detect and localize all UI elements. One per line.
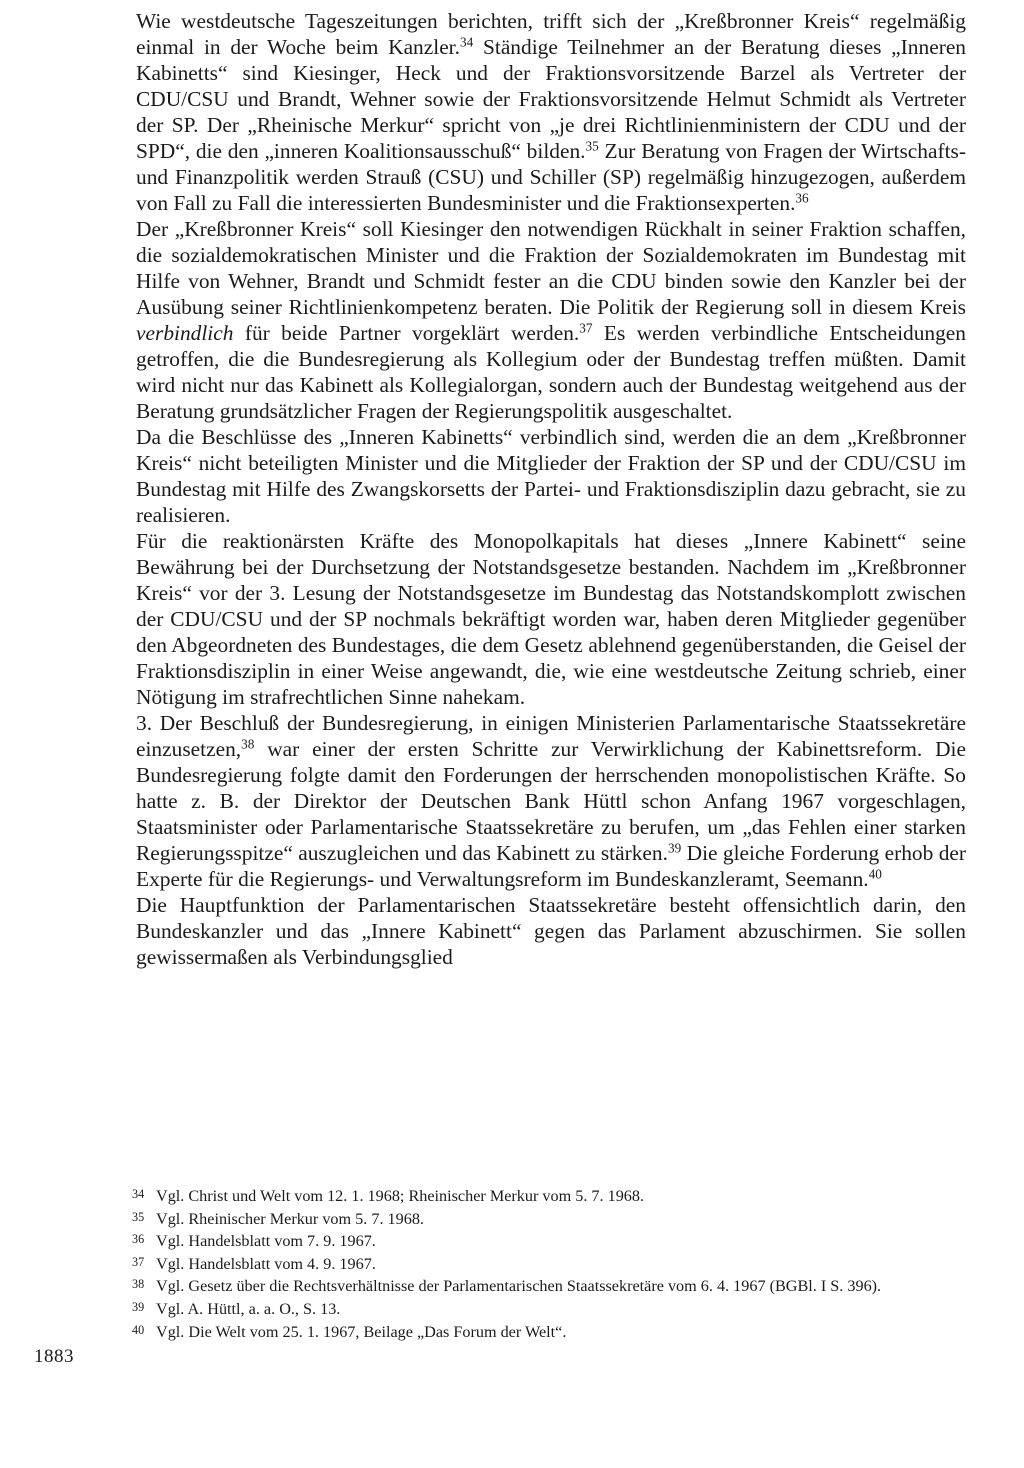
paragraph-text: Zur Beratung von Fragen der Wirtschafts- und Finanzpolitik werden Strauß (CSU) und Schiller (SP) regelmäßig hinzugezogen, außerdem von Fall zu Fall die interessierten Bundesminister und die Fraktionsexperten.: [136, 139, 967, 215]
footnote-text: Vgl. Gesetz über die Rechtsverhältnisse der Parlamentarischen Staatssekretäre vom 6. 4. 1967 (BGBl. I S. 396).: [156, 1277, 882, 1296]
footnote-number: 38: [132, 1277, 145, 1292]
footnote-text: Vgl. Handelsblatt vom 7. 9. 1967.: [156, 1232, 376, 1251]
footnote: [132, 1321, 964, 1344]
footnote-reference: 36: [795, 190, 809, 206]
footnote-number: 40: [132, 1322, 145, 1337]
paragraph: [136, 528, 966, 710]
paragraph-text: Da die Beschlüsse des „Inneren Kabinetts“ verbindlich sind, werden die an dem „Kreßbronner Kreis“ nicht beteiligten Minister und die Mitglieder der Fraktion der SP und der CDU/CSU im Bundestag mit Hilfe des Zwangskorsetts der Partei- und Fraktionsdisziplin dazu gebracht, sie zu realisieren.: [136, 425, 966, 527]
paragraph-text: Der „Kreßbronner Kreis“ soll Kiesinger den notwendigen Rückhalt in seiner Fraktion schaffen, die sozialdemokratischen Minister und die Fraktion der Sozialdemokraten im Bundestag mit Hilfe von Wehner, Brandt und Schmidt fester an die CDU binden sowie den Kanzler bei der Ausübung seiner Richtlinienkompetenz beraten. Die Politik der Regierung soll in diesem Kreis: [136, 217, 966, 319]
paragraph-text: Wie westdeutsche Tageszeitungen berichten, trifft sich der „Kreßbronner Kreis“ regelmäßig einmal in der Woche beim Kanzler.: [136, 9, 966, 59]
paragraph-text: Die gleiche Forderung erhob der Experte für die Regierungs- und Verwaltungsreform im Bundeskanzleramt, Seemann.: [136, 841, 967, 891]
footnote: [132, 1230, 964, 1253]
footnote-reference: 39: [667, 840, 682, 856]
footnote: [132, 1298, 964, 1321]
footnote-number: 34: [132, 1187, 145, 1201]
paragraph-text: Die Hauptfunktion der Parlamentarischen Staatssekretäre besteht offensichtlich darin, den Bundeskanzler und das „Innere Kabinett“ gegen das Parlament abzuschirmen. Sie sollen gewissermaßen als Verbindungsglied: [136, 893, 966, 969]
paragraph-text: Für die reaktionärsten Kräfte des Monopolkapitals hat dieses „Innere Kabinett“ seine Bewährung bei der Durchsetzung der Notstandsgesetze bestanden. Nachdem im „Kreßbronner Kreis“ vor der 3. Lesung der Notstandsgesetze im Bundestag das Notstandskomplott zwischen der CDU/CSU und der SP nochmals bekräftigt worden war, haben deren Mitglieder gegenüber den Abgeordneten des Bundestages, die dem Gesetz ablehnend gegenüberstanden, die Geisel der Fraktionsdisziplin in einer Weise angewandt, die, wie eine westdeutsche Zeitung schrieb, einer Nötigung im strafrechtlichen Sinne nahekam.: [136, 529, 966, 709]
page-number: 1883: [34, 1346, 74, 1367]
footnote: [132, 1208, 964, 1231]
footnotes: [132, 1185, 964, 1343]
paragraph: [136, 424, 966, 528]
paragraph: [136, 216, 966, 424]
footnote: [132, 1185, 964, 1208]
paragraph-text: für beide Partner vorgeklärt werden.: [233, 321, 580, 345]
footnote-text: Vgl. Handelsblatt vom 4. 9. 1967.: [156, 1254, 376, 1273]
footnote-number: 37: [132, 1254, 145, 1269]
footnote-reference: 35: [585, 138, 599, 154]
footnote-reference: 38: [241, 736, 255, 752]
footnote-text: Vgl. A. Hüttl, a. a. O., S. 13.: [156, 1299, 341, 1318]
paragraph: [136, 892, 966, 970]
footnote-text: Vgl. Die Welt vom 25. 1. 1967, Beilage „Das Forum der Welt“.: [156, 1322, 567, 1341]
paragraph: [136, 710, 966, 892]
paragraph-text: Es werden verbindliche Entscheidungen getroffen, die die Bundesregierung als Kollegium oder der Bundestag treffen müßten. Damit wird nicht nur das Kabinett als Kollegialorgan, sondern auch der Bundestag weitgehend aus der Beratung grundsätzlicher Fragen der Regierungspolitik ausgeschaltet.: [136, 321, 966, 423]
paragraph: [136, 8, 966, 216]
paragraph-text: 3. Der Beschluß der Bundesregierung, in einigen Ministerien Parlamentarische Staatssekretäre einzusetzen,: [136, 711, 966, 761]
footnote-number: 35: [132, 1209, 145, 1224]
footnote: [132, 1275, 964, 1298]
footnote-reference: 34: [459, 34, 474, 50]
paragraph-text: war einer der ersten Schritte zur Verwirklichung der Kabinettsreform. Die Bundesregierung folgte damit den Forderungen der herrschenden monopolistischen Kräfte. So hatte z. B. der Direktor der Deutschen Bank Hüttl schon Anfang 1967 vorgeschlagen, Staatsminister oder Parlamentarische Staatssekretäre zu berufen, um „das Fehlen einer starken Regierungsspitze“ auszugleichen und das Kabinett zu stärken.: [136, 737, 966, 865]
footnote-text: Vgl. Christ und Welt vom 12. 1. 1968; Rheinischer Merkur vom 5. 7. 1968.: [156, 1187, 645, 1205]
body-text: [136, 8, 966, 970]
footnote-number: 36: [132, 1232, 145, 1247]
emphasis-text: verbindlich: [136, 321, 234, 345]
footnote-number: 39: [132, 1299, 145, 1314]
footnote-reference: 37: [579, 320, 593, 336]
footnote-text: Vgl. Rheinischer Merkur vom 5. 7. 1968.: [156, 1209, 424, 1228]
paragraph-text: Ständige Teilnehmer an der Beratung dieses „Inneren Kabinetts“ sind Kiesinger, Heck und der Fraktionsvorsitzende Barzel als Vertreter der CDU/CSU und Brandt, Wehner sowie der Fraktionsvorsitzende Helmut Schmidt als Vertreter der SP. Der „Rheinische Merkur“ spricht von „je drei Richtlinienministern der CDU und der SPD“, die den „inneren Koalitionsausschuß“ bilden.: [136, 35, 967, 163]
footnote: [132, 1253, 964, 1276]
footnote-reference: 40: [868, 866, 882, 882]
